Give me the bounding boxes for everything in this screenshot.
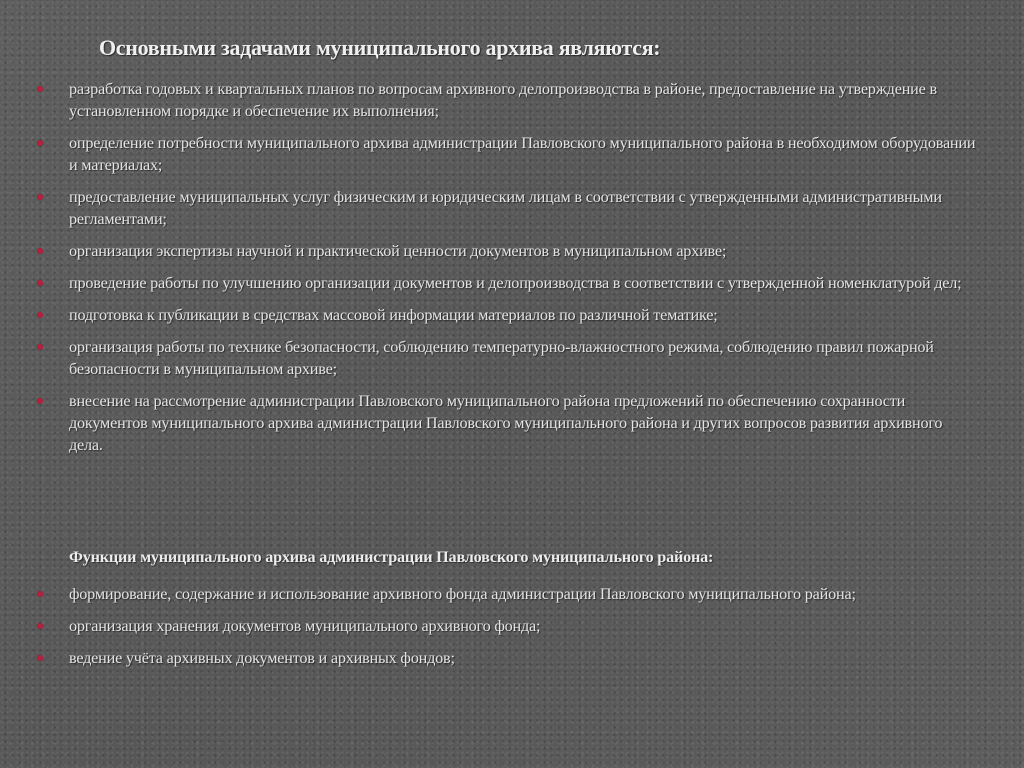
bullet-dot-icon [37, 591, 43, 597]
list-item-text: внесение на рассмотрение администрации Павловского муниципального района предложений по обеспечению сохранности документов муниципального архива администрации Павловского муниципального района и других вопросов развития архивного дела. [69, 392, 943, 454]
functions-list [37, 583, 977, 679]
list-item-text: организация хранения документов муниципального архивного фонда; [69, 617, 541, 635]
list-item [37, 132, 977, 176]
bullet-dot-icon [37, 140, 43, 146]
bullet-dot-icon [37, 312, 43, 318]
list-item-text: проведение работы по улучшению организации документов и делопроизводства в соответствии с утвержденной номенклатурой дел; [69, 274, 962, 292]
list-item [37, 583, 977, 605]
list-item-text: организация экспертизы научной и практической ценности документов в муниципальном архиве; [69, 242, 727, 260]
list-item-text: определение потребности муниципального архива администрации Павловского муниципального района в необходимом оборудовании и материалах; [69, 134, 976, 174]
bullet-dot-icon [37, 280, 43, 286]
list-item [37, 304, 977, 326]
list-item-text: формирование, содержание и использование архивного фонда администрации Павловского муниципального района; [69, 585, 856, 603]
list-item [37, 647, 977, 669]
list-item-text: организация работы по технике безопасности, соблюдению температурно-влажностного режима, соблюдению правил пожарной безопасности в муниципальном архиве; [69, 338, 934, 378]
list-item [37, 240, 977, 262]
list-item-text: предоставление муниципальных услуг физическим и юридическим лицам в соответствии с утвержденными административными регламентами; [69, 188, 942, 228]
list-item [37, 78, 977, 122]
bullet-dot-icon [37, 86, 43, 92]
bullet-dot-icon [37, 398, 43, 404]
list-item-text: разработка годовых и квартальных планов по вопросам архивного делопроизводства в районе, предоставление на утверждение в установленном порядке и обеспечение их выполнения; [69, 80, 937, 120]
list-item [37, 336, 977, 380]
functions-title: Функции муниципального архива администрации Павловского муниципального района: [69, 548, 714, 566]
bullet-dot-icon [37, 248, 43, 254]
tasks-list [37, 78, 977, 466]
list-item [37, 615, 977, 637]
list-item [37, 390, 977, 456]
bullet-dot-icon [37, 194, 43, 200]
bullet-dot-icon [37, 623, 43, 629]
list-item-text: подготовка к публикации в средствах массовой информации материалов по различной тематике; [69, 306, 718, 324]
bullet-dot-icon [37, 655, 43, 661]
slide-title: Основными задачами муниципального архива являются: [99, 35, 661, 60]
bullet-dot-icon [37, 344, 43, 350]
list-item [37, 186, 977, 230]
list-item-text: ведение учёта архивных документов и архивных фондов; [69, 649, 455, 667]
list-item [37, 272, 977, 294]
